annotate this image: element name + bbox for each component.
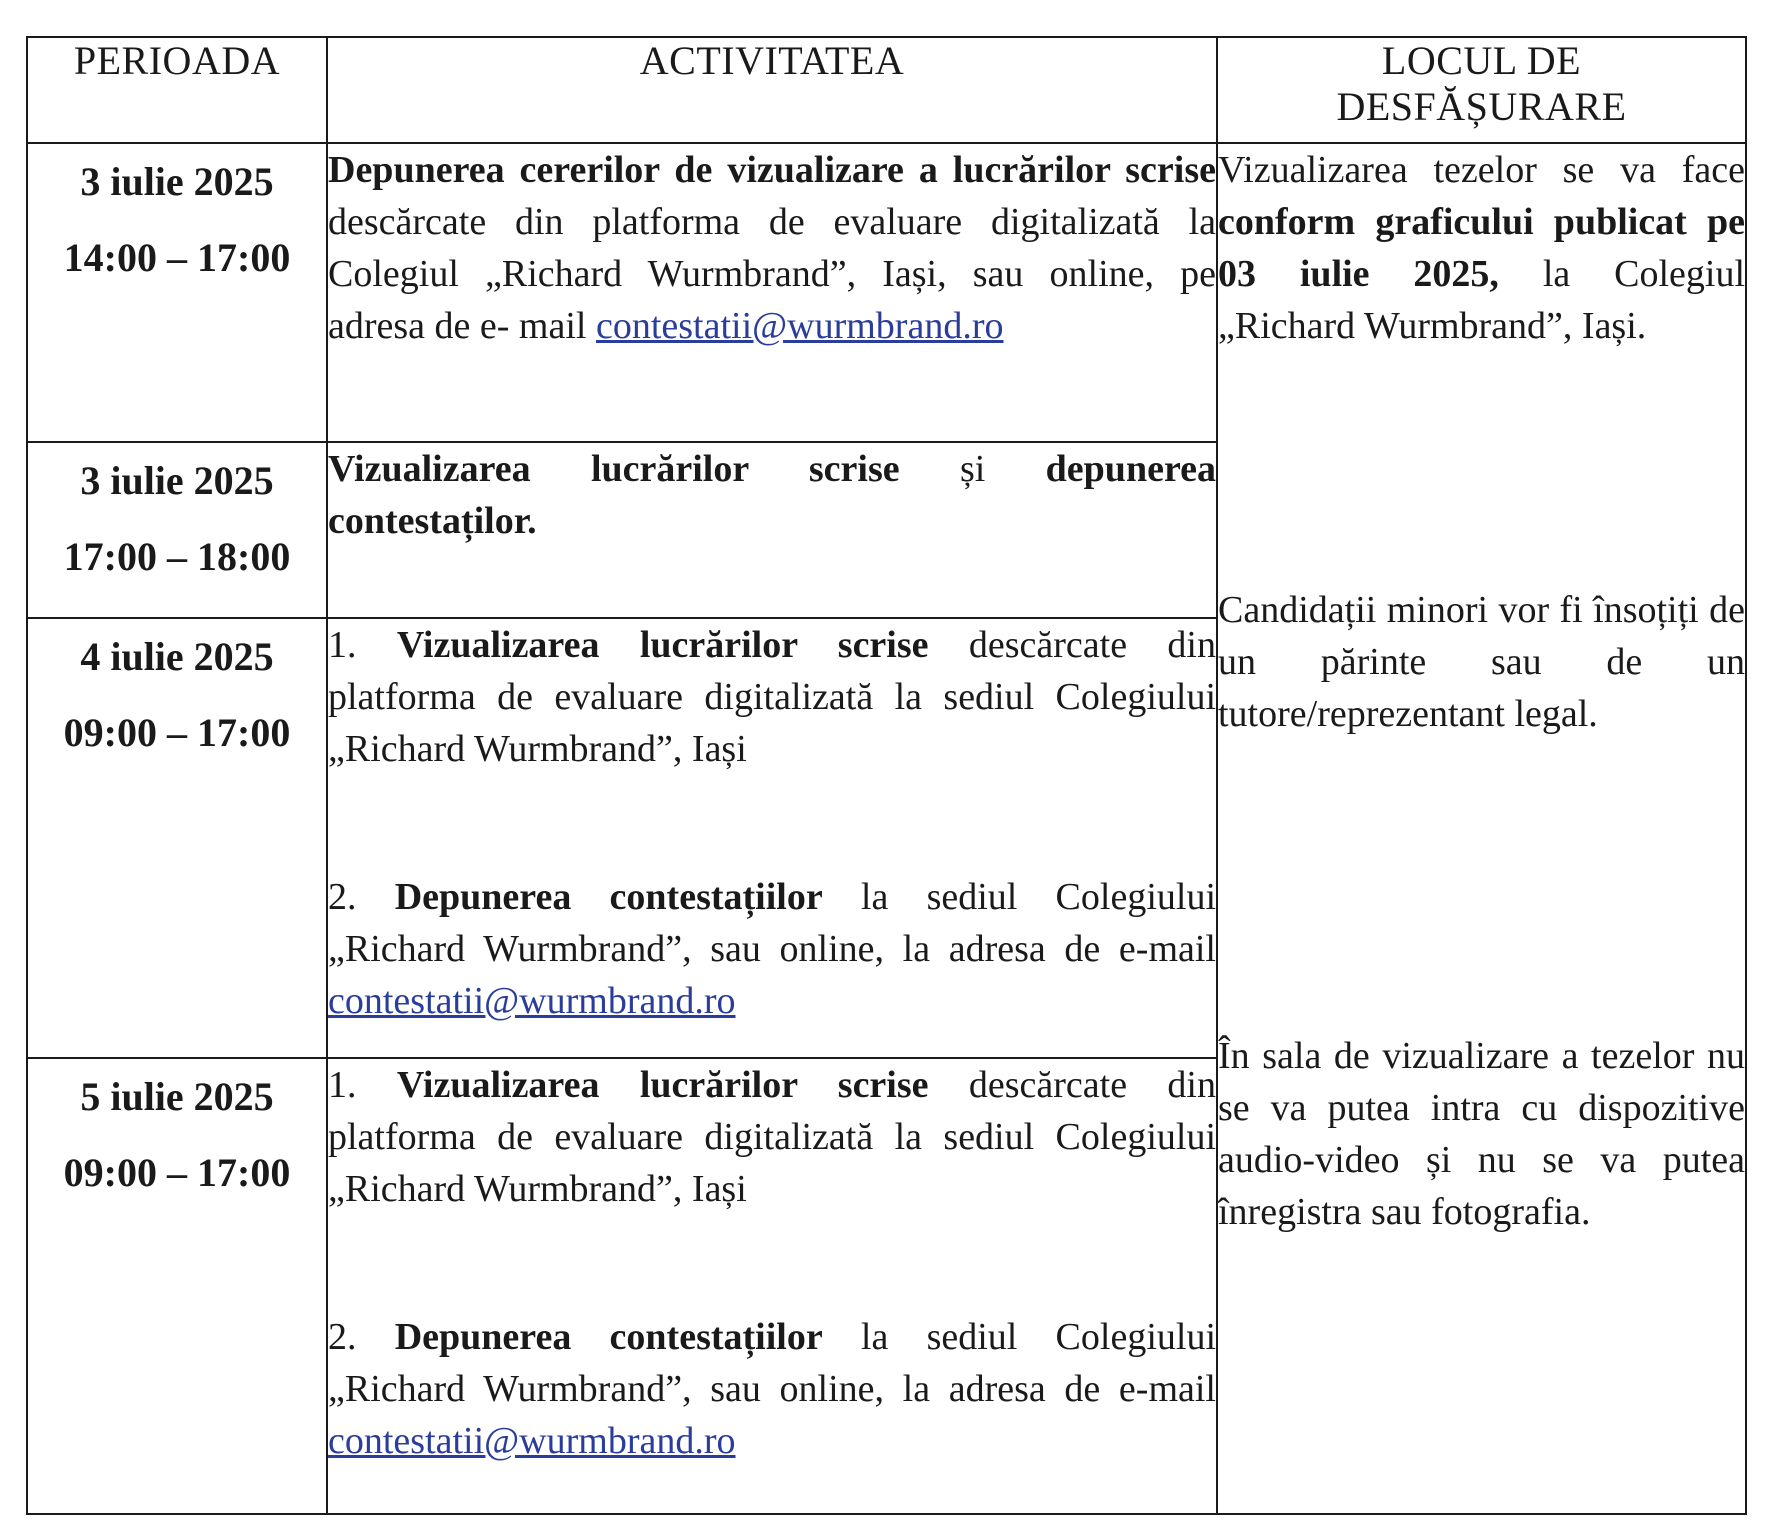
location-cell xyxy=(1217,143,1746,1514)
activity-bold: depunerea contestaților. xyxy=(328,448,1216,542)
activity-cell xyxy=(327,618,1217,1058)
period-date: 3 iulie 2025 xyxy=(80,159,274,204)
email-link[interactable]: contestatii@wurmbrand.ro xyxy=(595,305,1004,347)
header-location: LOCUL DE DESFĂȘURARE xyxy=(1217,37,1746,143)
activity-step-2 xyxy=(328,871,1216,1027)
activity-plain: la sediul Colegiului „Richard Wurmbrand”, sau online, la adresa de e-mail xyxy=(328,1316,1217,1410)
header-row xyxy=(27,37,1746,143)
step-number: 1. xyxy=(328,624,397,666)
activity-step-1 xyxy=(328,619,1216,775)
period-date: 3 iulie 2025 xyxy=(80,458,274,503)
activity-plain: la sediul Colegiului „Richard Wurmbrand”, sau online, la adresa de e-mail xyxy=(328,876,1217,970)
step-number: 2. xyxy=(328,1316,395,1358)
period-cell xyxy=(27,1058,327,1514)
activity-cell xyxy=(327,1058,1217,1514)
activity-cell xyxy=(327,143,1217,442)
location-note-devices: În sala de vizualizare a tezelor nu se va putea intra cu dispozitive audio-video și nu se va putea înregistra sau fotografia. xyxy=(1218,1035,1745,1233)
schedule-page xyxy=(26,36,1745,1513)
period-cell xyxy=(27,442,327,618)
activity-plain: descărcate din platforma de evaluare digitalizată la Colegiul „Richard Wurmbrand”, Iași, sau online, pe adresa de e- mail xyxy=(328,201,1216,347)
schedule-table xyxy=(26,36,1747,1515)
header-activity: ACTIVITATEA xyxy=(327,37,1217,143)
activity-text xyxy=(328,443,1216,547)
location-note-post: la Colegiul „Richard Wurmbrand”, Iași. xyxy=(1218,253,1745,347)
location-note-minors: Candidații minori vor fi însoțiți de un părinte sau de un tutore/reprezentant legal. xyxy=(1218,589,1745,735)
activity-plain: și xyxy=(899,448,1046,490)
activity-step-2 xyxy=(328,1311,1216,1467)
location-note-pre: Vizualizarea tezelor se va face xyxy=(1218,149,1745,191)
period-cell xyxy=(27,618,327,1058)
step-number: 2. xyxy=(328,876,395,918)
period-cell xyxy=(27,143,327,442)
step-number: 1. xyxy=(328,1064,397,1106)
period-date: 4 iulie 2025 xyxy=(80,634,274,679)
period-time: 17:00 – 18:00 xyxy=(63,534,291,579)
activity-bold: Depunerea contestațiilor xyxy=(394,876,823,918)
activity-bold: Vizualizarea lucrărilor scrise xyxy=(396,1064,929,1106)
activity-cell xyxy=(327,442,1217,618)
period-time: 09:00 – 17:00 xyxy=(63,710,291,755)
period-time: 09:00 – 17:00 xyxy=(63,1150,291,1195)
activity-plain: descărcate din platforma de evaluare digitalizată la sediul Colegiului „Richard Wurmbrand”, Iași xyxy=(328,1064,1216,1210)
activity-step-1 xyxy=(328,1059,1216,1215)
period-time: 14:00 – 17:00 xyxy=(63,235,291,280)
period-date: 5 iulie 2025 xyxy=(80,1074,274,1119)
activity-text xyxy=(328,144,1216,352)
location-note-schedule xyxy=(1218,144,1745,352)
email-link[interactable]: contestatii@wurmbrand.ro xyxy=(328,980,736,1022)
activity-bold: Vizualizarea lucrărilor scrise xyxy=(328,448,900,490)
table-row xyxy=(27,143,1746,442)
location-note-bold: conform graficului publicat pe 03 iulie 2025, xyxy=(1218,201,1745,295)
email-link[interactable]: contestatii@wurmbrand.ro xyxy=(328,1420,736,1462)
activity-plain: descărcate din platforma de evaluare digitalizată la sediul Colegiului „Richard Wurmbrand”, Iași xyxy=(328,624,1216,770)
activity-bold: Depunerea contestațiilor xyxy=(394,1316,823,1358)
header-period: PERIOADA xyxy=(27,37,327,143)
activity-bold: Vizualizarea lucrărilor scrise xyxy=(396,624,929,666)
activity-bold: Depunerea cererilor de vizualizare a lucrărilor scrise xyxy=(328,149,1216,191)
